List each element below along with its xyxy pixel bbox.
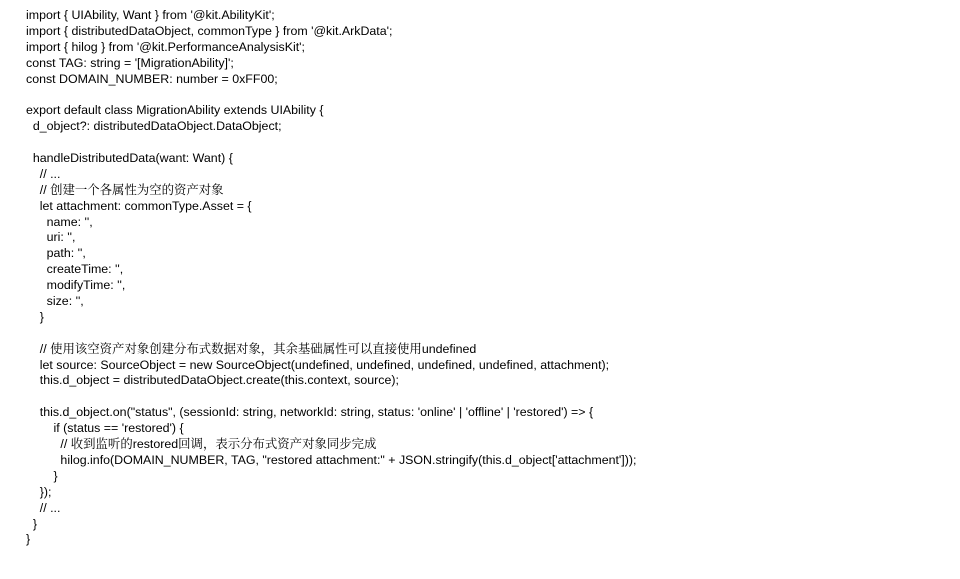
code-line: modifyTime: '', — [26, 278, 126, 293]
code-line: uri: '', — [26, 230, 76, 245]
code-line: import { distributedDataObject, commonType } from '@kit.ArkData'; — [26, 23, 393, 38]
code-line: size: '', — [26, 294, 84, 309]
code-line: createTime: '', — [26, 262, 124, 277]
code-line: }); — [26, 484, 52, 499]
code-line: // 创建一个各属性为空的资产对象 — [26, 182, 224, 197]
code-line: this.d_object = distributedDataObject.create(this.context, source); — [26, 373, 399, 388]
code-line: } — [26, 309, 44, 324]
code-line: let attachment: commonType.Asset = { — [26, 198, 252, 213]
code-line — [26, 326, 946, 342]
code-line — [26, 87, 946, 103]
code-line: const TAG: string = '[MigrationAbility]'; — [26, 55, 234, 70]
code-listing — [26, 8, 946, 548]
code-line: name: '', — [26, 214, 93, 229]
code-line: } — [26, 468, 58, 483]
code-line: export default class MigrationAbility extends UIAbility { — [26, 103, 324, 118]
code-line: d_object?: distributedDataObject.DataObject; — [26, 119, 282, 134]
code-line — [26, 135, 946, 151]
code-line: // 收到监听的restored回调，表示分布式资产对象同步完成 — [26, 437, 377, 452]
code-line: // ... — [26, 166, 61, 181]
code-line: this.d_object.on("status", (sessionId: string, networkId: string, status: 'online' | 'offline' | 'restored') => { — [26, 405, 594, 420]
code-line: if (status == 'restored') { — [26, 421, 184, 436]
code-line: const DOMAIN_NUMBER: number = 0xFF00; — [26, 71, 278, 86]
code-line: } — [26, 516, 38, 531]
code-line: import { hilog } from '@kit.PerformanceAnalysisKit'; — [26, 39, 305, 54]
code-line: hilog.info(DOMAIN_NUMBER, TAG, "restored attachment:" + JSON.stringify(this.d_object['attachment'])); — [26, 452, 637, 467]
code-line: let source: SourceObject = new SourceObject(undefined, undefined, undefined, undefined, attachment); — [26, 357, 610, 372]
code-line: path: '', — [26, 246, 86, 261]
code-line: import { UIAbility, Want } from '@kit.AbilityKit'; — [26, 8, 275, 22]
code-line: handleDistributedData(want: Want) { — [26, 151, 233, 166]
code-line: // ... — [26, 500, 61, 515]
code-line — [26, 389, 946, 405]
code-line: } — [26, 532, 31, 547]
code-line: // 使用该空资产对象创建分布式数据对象，其余基础属性可以直接使用undefined — [26, 341, 477, 356]
